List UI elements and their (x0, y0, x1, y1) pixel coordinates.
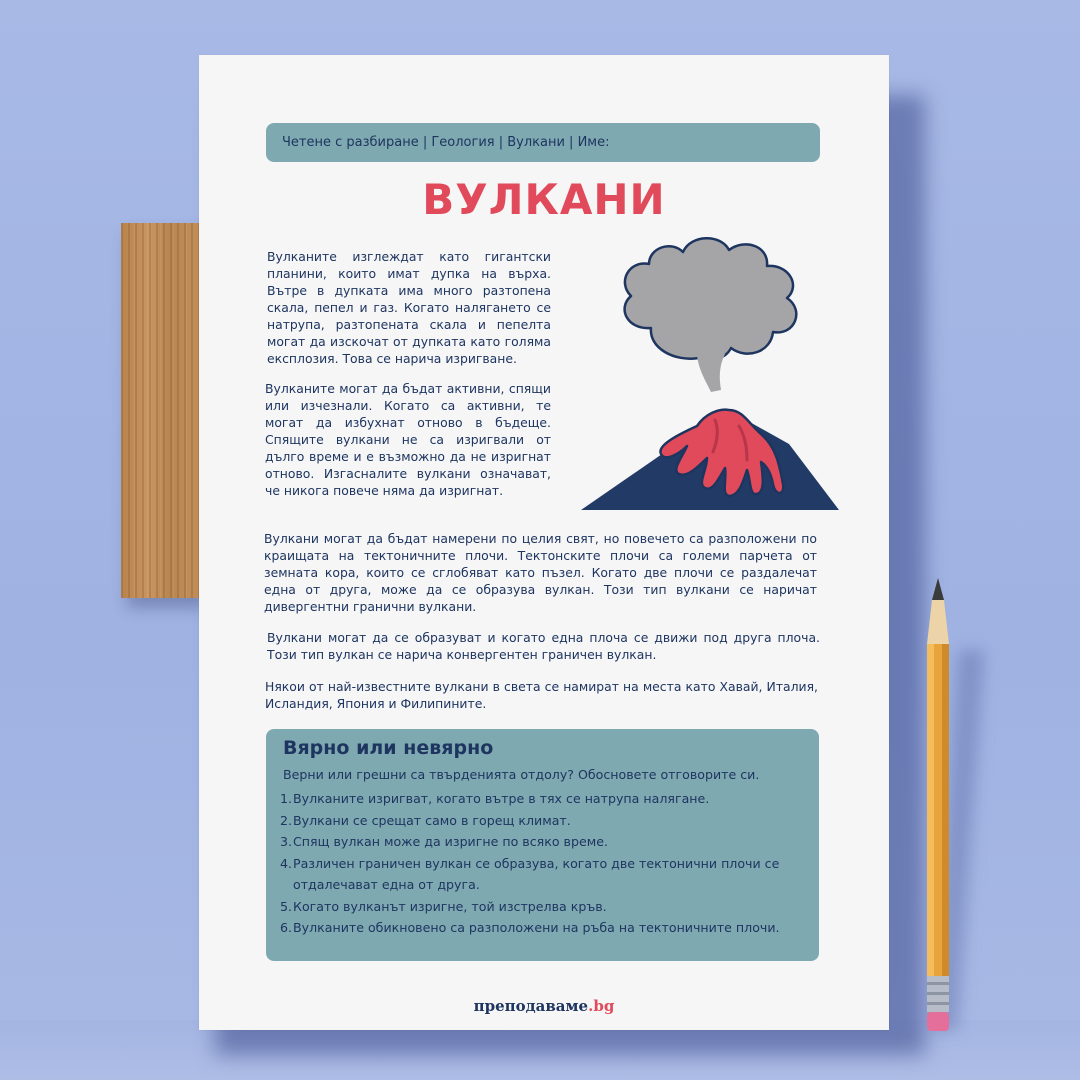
ash-cloud-icon (625, 238, 797, 392)
list-item (279, 810, 809, 832)
list-item (279, 896, 809, 918)
true-false-list (279, 788, 809, 939)
header-text: Четене с разбиране | Геология | Вулкани | Име: (282, 135, 610, 150)
paragraph-volcano-types: Вулканите могат да бъдат активни, спящи или изчезнали. Когато са активни, те могат да избухнат отново в бъдеще. Спящите вулкани не са изригвали от дълго време и е възможно да не изригнат отново. Изгасналите вулкани означават, че никога повече няма да изригнат. (265, 381, 551, 498)
brand-name: преподаваме (473, 997, 589, 1015)
item-number: 1. (279, 791, 292, 806)
item-number: 3. (279, 834, 292, 849)
brand-tld: .bg (588, 997, 615, 1015)
paragraph-tectonic-plates: Вулкани могат да бъдат намерени по целия свят, но повечето са разположени по краищата на тектоничните плочи. Тектонските плочи са големи парчета от земната кора, които се сглобяват като пъзел. Когато две плочи се раздалечат една от друга, може да се образува вулкан. Този тип вулкани се наричат дивергентни гранични вулкани. (264, 531, 817, 614)
item-text: Спящ вулкан може да изригне по всяко време. (293, 834, 608, 849)
list-item (279, 917, 809, 939)
list-item (279, 831, 809, 853)
true-false-instructions: Верни или грешни са твърденията отдолу? Обосновете отговорите си. (283, 767, 760, 782)
header-bar (266, 123, 820, 162)
item-number: 6. (279, 920, 292, 935)
brand-logo (199, 997, 889, 1015)
item-number: 5. (279, 898, 292, 914)
item-text: Когато вулканът изригне, той изстрелва кръв. (293, 898, 607, 914)
list-item (279, 788, 809, 810)
worksheet-page (199, 55, 889, 1030)
volcano-illustration (579, 230, 841, 510)
true-false-panel (266, 729, 819, 961)
item-text: Вулканите изригват, когато вътре в тях се натрупа налягане. (293, 791, 710, 806)
true-false-title: Вярно или невярно (283, 737, 494, 759)
paragraph-famous-volcanoes: Някои от най-известните вулкани в света се намират на места като Хавай, Италия, Исландия, Япония и Филипините. (265, 679, 818, 711)
paragraph-what-are-volcanoes: Вулканите изглеждат като гигантски планини, които имат дупка на върха. Вътре в дупката има много разтопена скала, пепел и газ. Когато налягането се натрупа, разтопената скала и пепелта могат да изскочат от дупката като голяма експлозия. Това се нарича изригване. (267, 249, 551, 366)
pencil-prop (922, 578, 954, 1033)
item-text: Различен граничен вулкан се образува, когато две тектонични плочи се отдалечават една от друга. (293, 855, 780, 892)
item-text: Вулкани се срещат само в горещ климат. (293, 812, 571, 828)
item-number: 2. (279, 812, 292, 828)
list-item (279, 853, 809, 896)
wood-block-prop (121, 223, 201, 598)
item-number: 4. (279, 855, 292, 871)
paragraph-convergent: Вулкани могат да се образуват и когато една плоча се движи под друга плоча. Този тип вулкан се нарича конвергентен граничен вулкан. (267, 630, 820, 662)
page-title: ВУЛКАНИ (422, 175, 666, 224)
item-text: Вулканите обикновено са разположени на ръба на тектоничните плочи. (293, 920, 780, 935)
